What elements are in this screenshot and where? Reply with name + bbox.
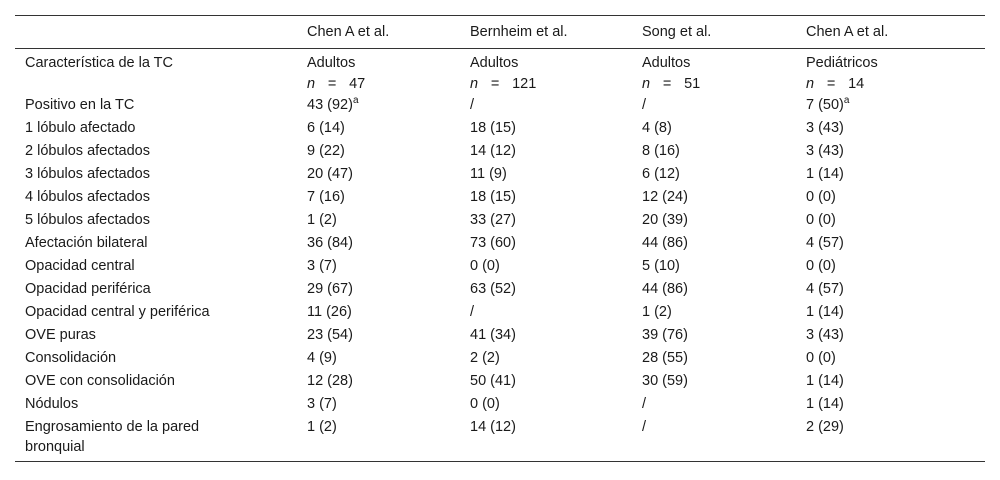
value-cell: 0 (0) <box>806 258 836 274</box>
value-cell: 9 (22) <box>307 143 345 159</box>
value-cell: 12 (24) <box>642 189 688 205</box>
population-row <box>15 49 985 96</box>
value-cell: 8 (16) <box>642 143 680 159</box>
population-label: Adultos <box>642 55 691 71</box>
table-row <box>15 325 985 348</box>
population-label: Pediátricos <box>806 55 878 71</box>
table-row <box>15 302 985 325</box>
table-row <box>15 187 985 210</box>
value-cell: 7 (16) <box>307 189 345 205</box>
row-label: Nódulos <box>25 396 79 412</box>
value-cell: 0 (0) <box>470 258 500 274</box>
sample-size: n = 121 <box>470 76 537 92</box>
value-cell: 3 (43) <box>806 120 844 136</box>
table-row <box>15 348 985 371</box>
study-header: Bernheim et al. <box>460 16 632 49</box>
value-cell: 12 (28) <box>307 373 353 389</box>
ct-findings-table <box>15 15 985 462</box>
row-label: 3 lóbulos afectados <box>25 166 150 182</box>
value-cell: 7 $(50)^a$ <box>806 95 850 113</box>
value-cell: 3 (43) <box>806 327 844 343</box>
value-cell: 63 (52) <box>470 281 516 297</box>
value-cell: 0 (0) <box>806 212 836 228</box>
footnote-marker: a <box>352 95 359 107</box>
row-label: Afectación bilateral <box>25 235 148 251</box>
population-cell <box>297 49 460 96</box>
table-row <box>15 371 985 394</box>
value-cell: 29 (67) <box>307 281 353 297</box>
value-cell: / <box>642 396 647 412</box>
table-row <box>15 394 985 417</box>
value-cell: 0 (0) <box>470 396 500 412</box>
value-cell: 14 (12) <box>460 417 632 462</box>
value-cell: 4 (8) <box>642 120 672 136</box>
value-cell: 4 (57) <box>806 235 844 251</box>
row-label: Positivo en la TC <box>25 97 135 113</box>
value-cell: 18 (15) <box>470 189 516 205</box>
value-cell: 44 (86) <box>642 235 688 251</box>
value-cell: 11 (26) <box>307 304 352 320</box>
value-cell: 2 (29) <box>796 417 985 462</box>
value-cell: 14 (12) <box>470 143 516 159</box>
value-cell: 33 (27) <box>470 212 516 228</box>
value-cell: 1 (2) <box>307 212 337 228</box>
value-cell: 39 (76) <box>642 327 688 343</box>
value-cell: 4 (57) <box>806 281 844 297</box>
sample-size: n = 51 <box>642 76 701 92</box>
value-cell: 1 (14) <box>806 166 844 182</box>
value-cell: 73 (60) <box>470 235 516 251</box>
value-cell: 3 (7) <box>307 396 337 412</box>
table-row <box>15 256 985 279</box>
row-label: 5 lóbulos afectados <box>25 212 150 228</box>
value-cell: 1 (2) <box>642 304 672 320</box>
header-empty-cell <box>15 16 297 49</box>
value-cell: 1 (14) <box>806 373 844 389</box>
value-cell: 50 (41) <box>470 373 516 389</box>
table-row <box>15 233 985 256</box>
value-cell: 3 (7) <box>307 258 337 274</box>
row-label: Engrosamiento de la pared bronquial <box>15 417 297 462</box>
table-row <box>15 141 985 164</box>
study-header-row <box>15 16 985 49</box>
value-cell: 18 (15) <box>470 120 516 136</box>
population-cell <box>460 49 632 96</box>
population-label: Adultos <box>307 55 356 71</box>
study-header: Chen A et al. <box>297 16 460 49</box>
value-cell: / <box>632 417 796 462</box>
population-label: Adultos <box>470 55 519 71</box>
value-cell: 1 (14) <box>806 304 844 320</box>
value-cell: 0 (0) <box>806 189 836 205</box>
value-cell: 43 $(92)^a$ <box>307 95 359 113</box>
population-cell <box>796 49 985 96</box>
value-cell: 5 (10) <box>642 258 680 274</box>
characteristic-column-label: Característica de la TC <box>25 55 174 71</box>
footnote-marker: a <box>843 95 850 107</box>
row-label: OVE puras <box>25 327 96 343</box>
value-cell: 41 (34) <box>470 327 516 343</box>
row-label: Opacidad central <box>25 258 135 274</box>
table-row <box>15 118 985 141</box>
value-cell: 6 (12) <box>642 166 680 182</box>
value-cell: 0 (0) <box>806 350 836 366</box>
table-row <box>15 417 985 462</box>
row-label: 1 lóbulo afectado <box>25 120 136 136</box>
study-header: Song et al. <box>632 16 796 49</box>
population-cell <box>632 49 796 96</box>
row-label: Consolidación <box>25 350 117 366</box>
value-cell: 20 (47) <box>307 166 353 182</box>
row-label: 4 lóbulos afectados <box>25 189 150 205</box>
sample-size: n = 14 <box>806 76 865 92</box>
value-cell: 11 (9) <box>470 166 507 182</box>
row-label: OVE con consolidación <box>25 373 175 389</box>
row-label: Opacidad periférica <box>25 281 151 297</box>
value-cell: 44 (86) <box>642 281 688 297</box>
value-cell: 36 (84) <box>307 235 353 251</box>
value-cell: 4 (9) <box>307 350 337 366</box>
value-cell: 30 (59) <box>642 373 688 389</box>
value-cell: 6 (14) <box>307 120 345 136</box>
value-cell: / <box>642 97 647 113</box>
table-row <box>15 95 985 118</box>
value-cell: / <box>470 304 475 320</box>
value-cell: 28 (55) <box>642 350 688 366</box>
value-cell: 3 (43) <box>806 143 844 159</box>
value-cell: 1 (14) <box>806 396 844 412</box>
value-cell: 1 (2) <box>297 417 460 462</box>
value-cell: 20 (39) <box>642 212 688 228</box>
value-cell: / <box>470 97 475 113</box>
table-row <box>15 164 985 187</box>
row-label: Opacidad central y periférica <box>25 304 210 320</box>
table-row <box>15 279 985 302</box>
value-cell: 23 (54) <box>307 327 353 343</box>
study-header: Chen A et al. <box>796 16 985 49</box>
row-label: 2 lóbulos afectados <box>25 143 150 159</box>
value-cell: 2 (2) <box>470 350 500 366</box>
sample-size: n = 47 <box>307 76 366 92</box>
table-row <box>15 210 985 233</box>
